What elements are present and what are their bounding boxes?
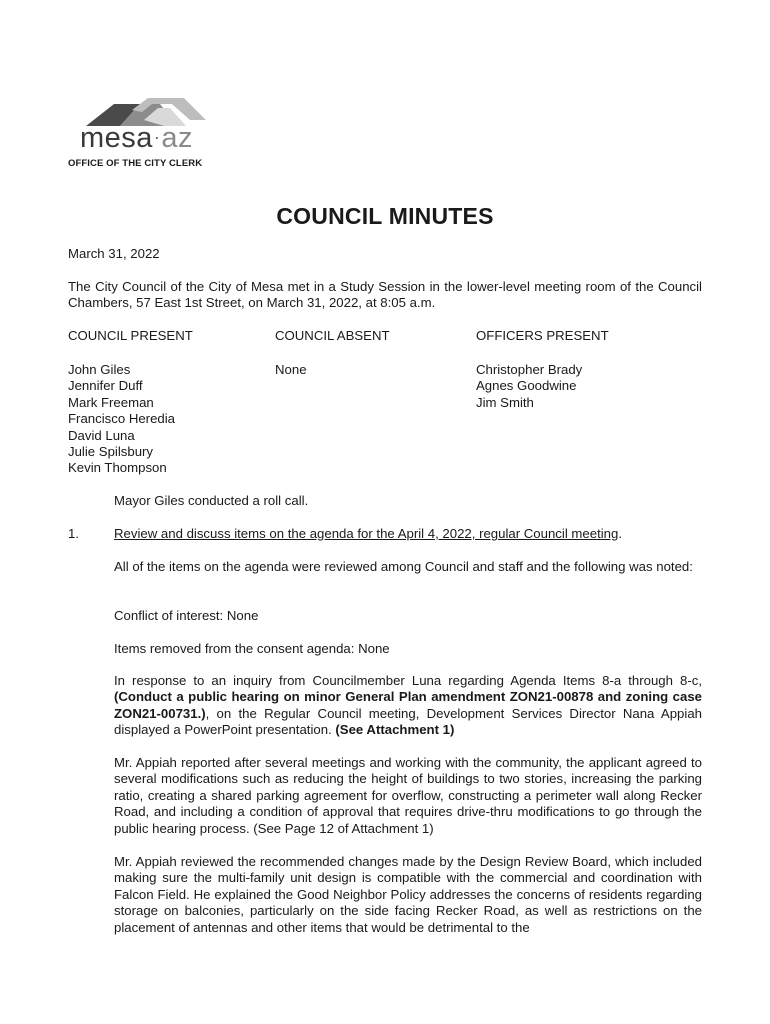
list-item: Jennifer Duff — [68, 378, 143, 394]
list-item: Mark Freeman — [68, 394, 154, 410]
page-title: COUNCIL MINUTES — [276, 203, 494, 229]
logo-wordmark: mesa·az — [80, 122, 194, 154]
officers-present-header: OFFICERS PRESENT — [476, 328, 609, 343]
items-removed: Items removed from the consent agenda: None — [114, 641, 390, 656]
list-item: Christopher Brady — [476, 362, 583, 377]
office-label: OFFICE OF THE CITY CLERK — [68, 158, 203, 169]
list-item: Julie Spilsbury — [68, 444, 154, 460]
officers-present-list — [476, 362, 582, 411]
item-paragraph-modifications: Mr. Appiah reported after several meetings and working with the community, the applicant agreed to several modifications such as reducing the height of buildings to two stories, increasing the parking ratio, creating a shared parking agreement for overflow, constructing a perimeter wall along Recker Road, and including a condition of approval that requires drive-thru modifications to go through the public hearing process. (See Page 12 of Attachment 1) — [114, 755, 702, 836]
item-paragraph-inquiry: In response to an inquiry from Councilmember Luna regarding Agenda Items 8-a through 8-c, (Conduct a public hearing on minor General Plan amendment ZON21-00878 and zoning case ZON21-00731.), on the Regular Council meeting, Development Services Director Nana Appiah displayed a PowerPoint presentation. (See Attachment 1) — [114, 673, 702, 738]
meeting-date: March 31, 2022 — [68, 246, 160, 261]
council-absent-list — [275, 362, 307, 378]
conflict-of-interest: Conflict of interest: None — [114, 608, 259, 623]
item-paragraph-design-review: Mr. Appiah reviewed the recommended changes made by the Design Review Board, which included making sure the multi-family unit design is compatible with the commercial and coordination with Falcon Field. He explained the Good Neighbor Policy addresses the concerns of residents regarding storage on balconies, particularly on the side facing Recker Road, as well as restrictions on the placement of antennas and other items that would be detrimental to the — [114, 854, 702, 935]
roll-call-text: Mayor Giles conducted a roll call. — [114, 493, 309, 508]
list-item: Kevin Thompson — [68, 460, 167, 476]
intro-paragraph: The City Council of the City of Mesa met in a Study Session in the lower-level meeting room of the Council Chambers, 57 East 1st Street, on March 31, 2022, at 8:05 a.m. — [68, 279, 702, 311]
council-present-header: COUNCIL PRESENT — [68, 328, 193, 343]
list-item: Jim Smith — [476, 394, 534, 410]
council-absent-header: COUNCIL ABSENT — [275, 328, 390, 343]
list-item: John Giles — [68, 362, 131, 377]
item-heading-text: Review and discuss items on the agenda for the April 4, 2022, regular Council meeting — [114, 526, 619, 541]
item-number: 1. — [68, 526, 79, 541]
item-paragraph-reviewed: All of the items on the agenda were reviewed among Council and staff and the following was noted: — [114, 559, 693, 574]
list-item: Francisco Heredia — [68, 411, 176, 427]
list-item: David Luna — [68, 427, 135, 443]
list-item: None — [275, 362, 307, 377]
council-present-list — [68, 362, 175, 477]
item-heading: Review and discuss items on the agenda for the April 4, 2022, regular Council meeting. — [114, 526, 623, 541]
list-item: Agnes Goodwine — [476, 378, 577, 394]
